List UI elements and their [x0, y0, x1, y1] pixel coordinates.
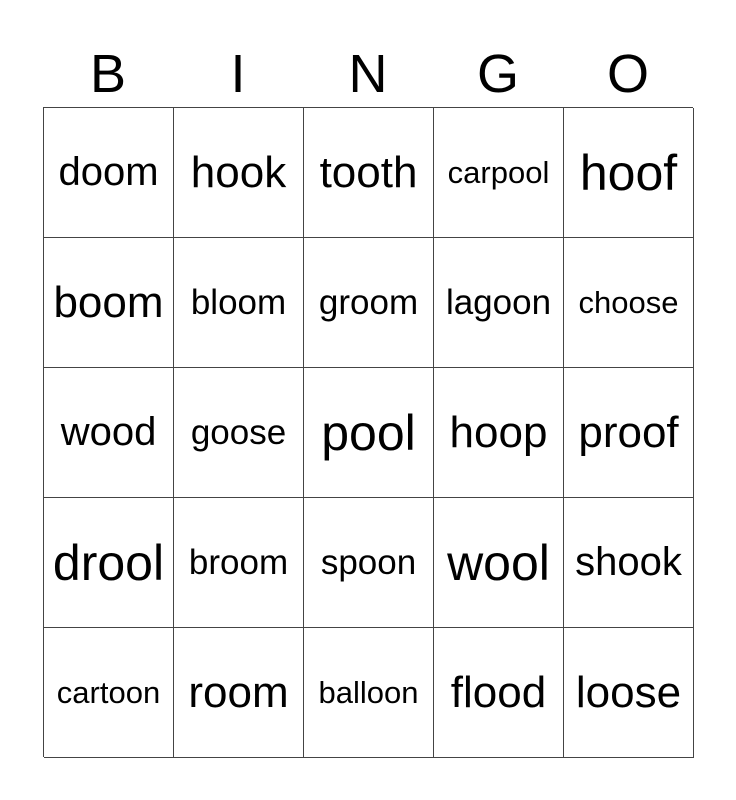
- cell-word: hook: [190, 147, 287, 197]
- bingo-cell[interactable]: [44, 498, 174, 628]
- cell-word: carpool: [447, 154, 550, 190]
- cell-word: hoop: [449, 407, 548, 457]
- cell-word: groom: [318, 282, 419, 322]
- header-letter-g: G: [476, 44, 519, 104]
- cell-word: boom: [53, 277, 164, 327]
- cell-word: loose: [575, 667, 682, 717]
- cell-word: bloom: [190, 282, 287, 322]
- cell-word: cartoon: [56, 674, 161, 710]
- bingo-cell[interactable]: [44, 628, 174, 758]
- bingo-cell[interactable]: [564, 368, 694, 498]
- cell-word: tooth: [319, 147, 418, 197]
- bingo-cell[interactable]: [304, 498, 434, 628]
- bingo-cell[interactable]: [304, 368, 434, 498]
- bingo-cell[interactable]: [434, 498, 564, 628]
- bingo-cell[interactable]: [174, 628, 304, 758]
- bingo-cell[interactable]: [564, 628, 694, 758]
- bingo-board: [43, 107, 693, 757]
- bingo-cell[interactable]: [434, 628, 564, 758]
- cell-word: hoof: [579, 144, 678, 201]
- cell-word: choose: [578, 284, 679, 320]
- header-letter-n: N: [348, 44, 388, 104]
- bingo-cell[interactable]: [304, 108, 434, 238]
- bingo-cell[interactable]: [564, 238, 694, 368]
- cell-word: shook: [575, 540, 682, 584]
- cell-word: room: [188, 667, 289, 717]
- cell-word: balloon: [318, 674, 419, 710]
- cell-word: spoon: [320, 542, 417, 582]
- bingo-cell[interactable]: [434, 108, 564, 238]
- bingo-cell[interactable]: [564, 108, 694, 238]
- bingo-cell[interactable]: [174, 368, 304, 498]
- bingo-cell[interactable]: [174, 498, 304, 628]
- cell-word: drool: [52, 534, 165, 591]
- cell-word: pool: [321, 404, 416, 461]
- bingo-cell[interactable]: [434, 368, 564, 498]
- bingo-cell[interactable]: [434, 238, 564, 368]
- bingo-cell[interactable]: [44, 238, 174, 368]
- cell-word: broom: [188, 542, 289, 582]
- bingo-cell[interactable]: [44, 368, 174, 498]
- header-letter-b: B: [89, 44, 127, 104]
- header-letter-i: I: [230, 44, 246, 104]
- bingo-cell[interactable]: [564, 498, 694, 628]
- bingo-cell[interactable]: [304, 238, 434, 368]
- cell-word: flood: [450, 667, 547, 717]
- cell-word: goose: [190, 412, 287, 452]
- bingo-cell[interactable]: [174, 238, 304, 368]
- cell-word: wool: [447, 534, 550, 591]
- bingo-header: [43, 42, 693, 106]
- header-letter-o: O: [606, 44, 649, 104]
- bingo-cell[interactable]: [304, 628, 434, 758]
- bingo-cell[interactable]: [174, 108, 304, 238]
- cell-word: lagoon: [445, 282, 552, 322]
- bingo-cell[interactable]: [44, 108, 174, 238]
- cell-word: doom: [58, 150, 159, 194]
- cell-word: wood: [60, 410, 157, 454]
- cell-word: proof: [578, 407, 679, 457]
